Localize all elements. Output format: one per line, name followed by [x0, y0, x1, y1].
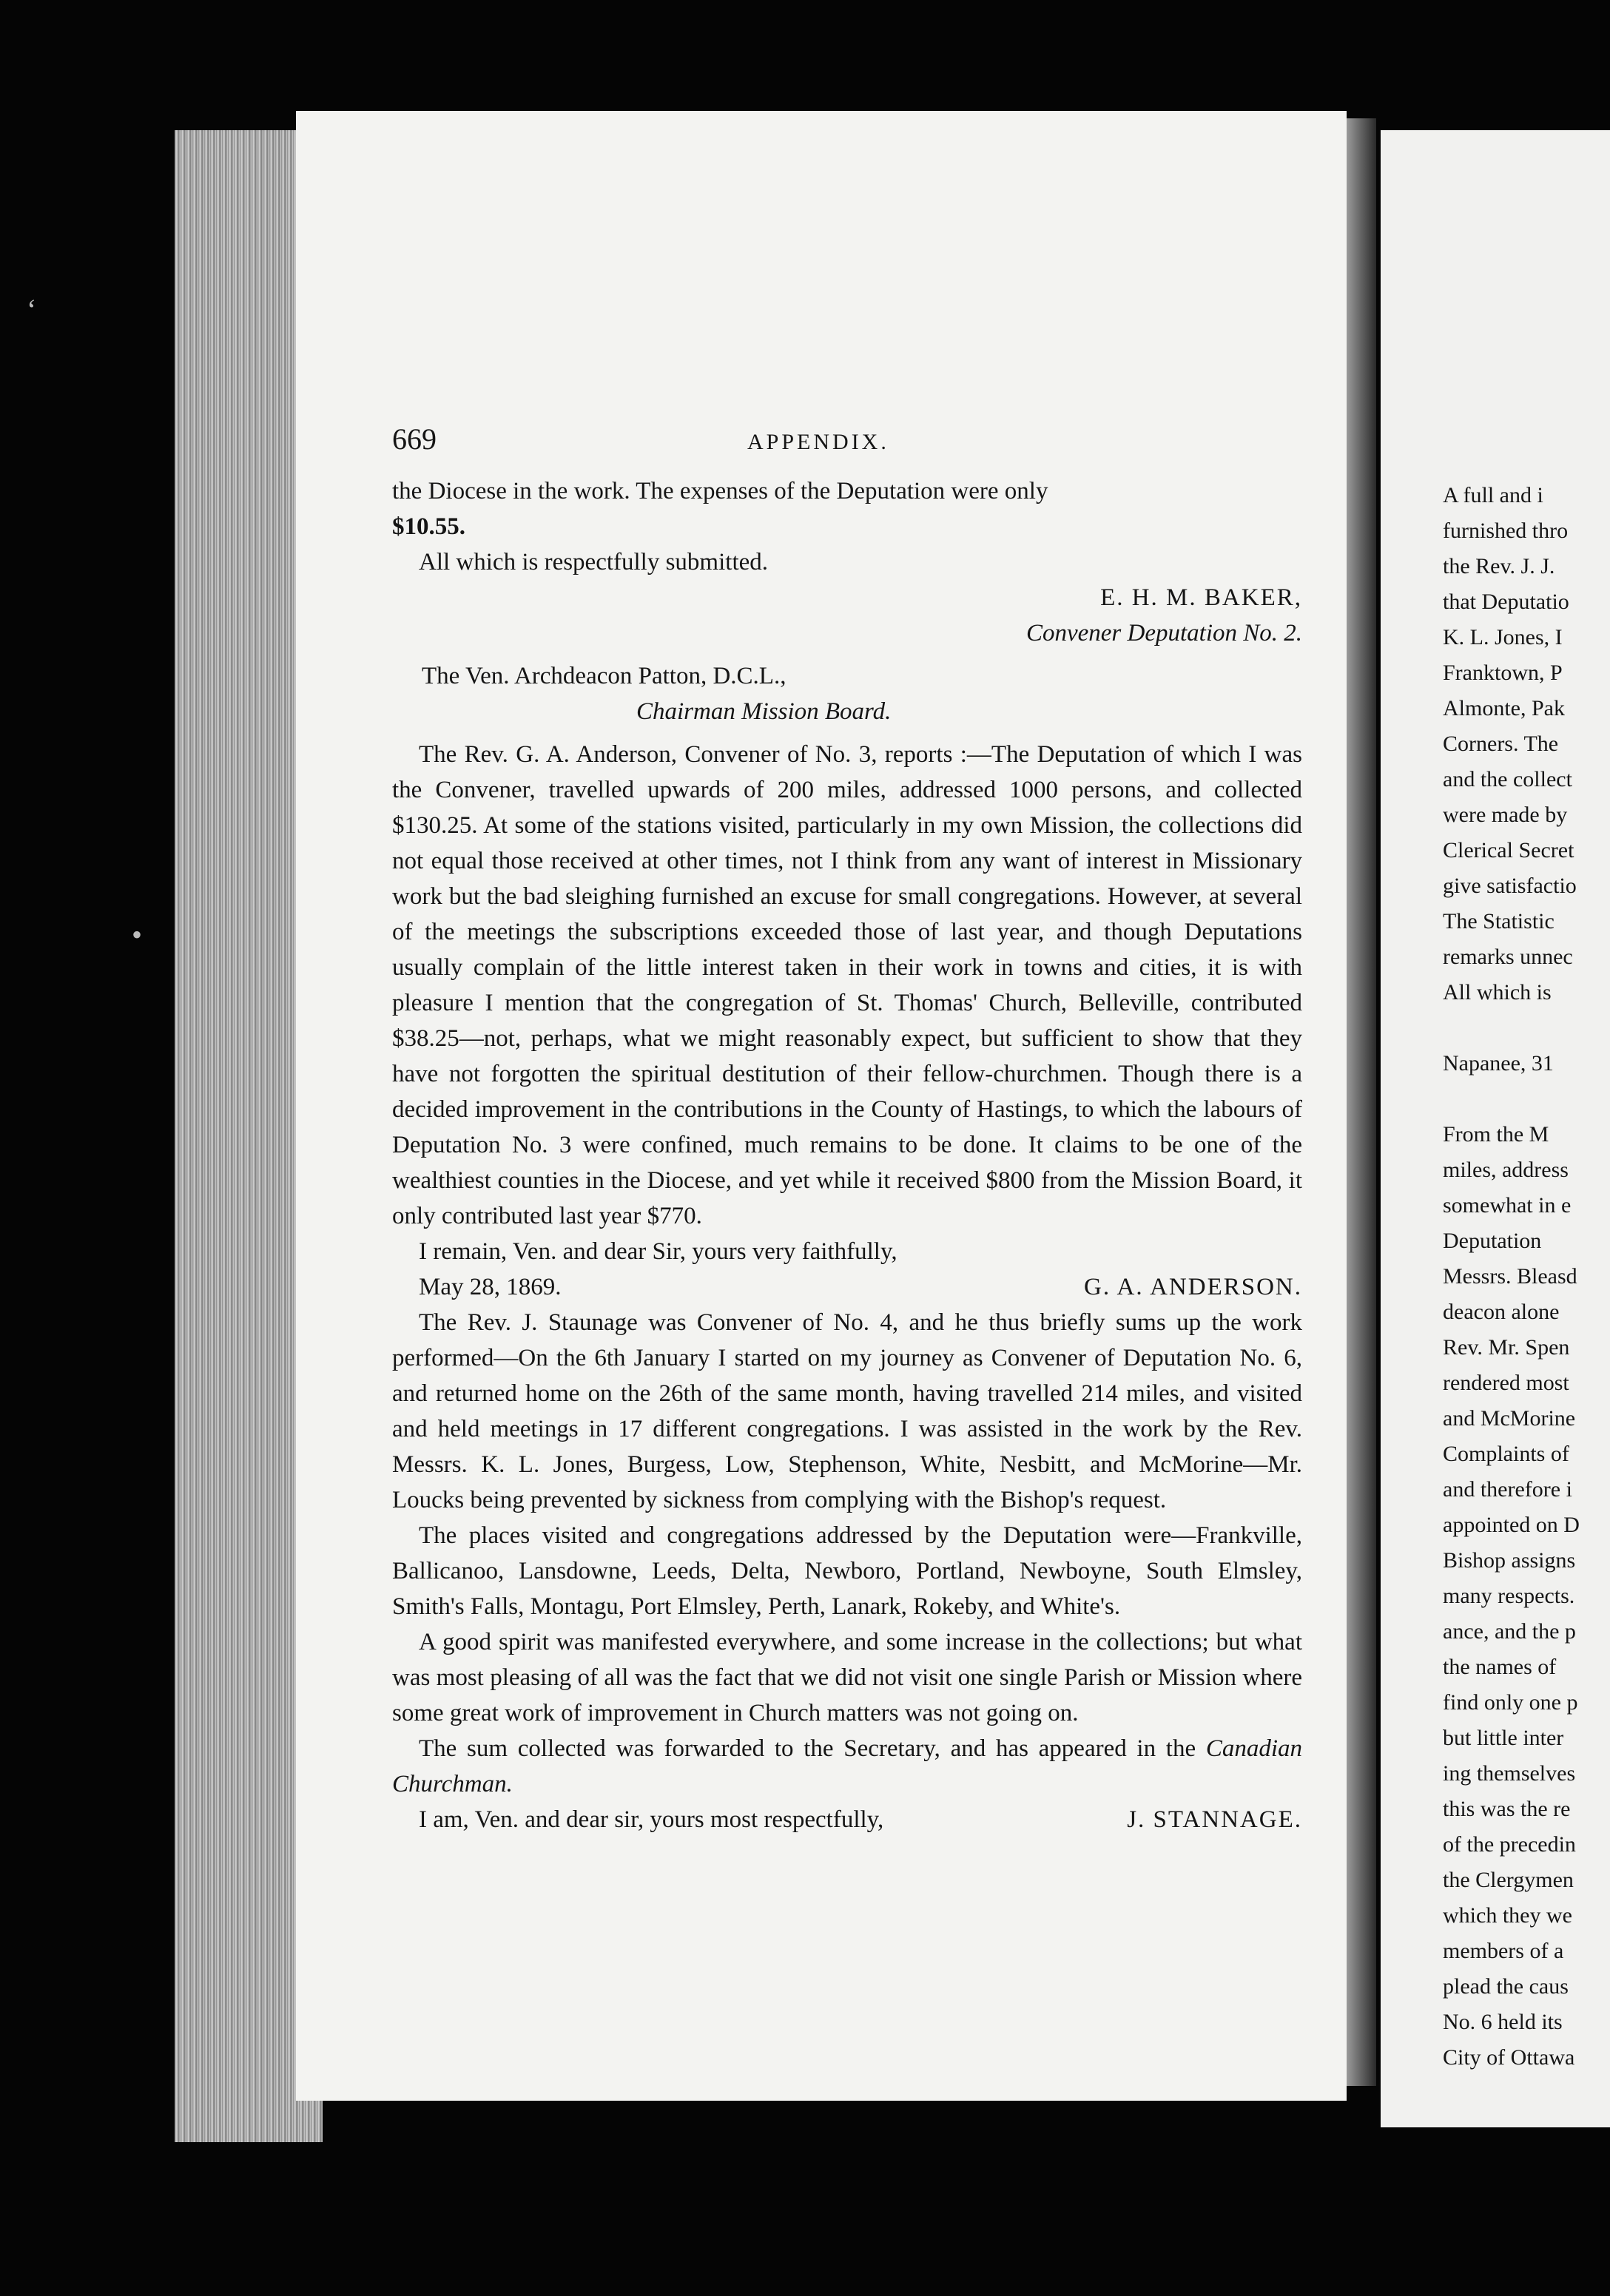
right-page-line: Clerical Secret: [1443, 838, 1574, 862]
paragraph-expenses: the Diocese in the work. The expenses of the Deputation were only $10.55.: [392, 478, 1048, 540]
right-page-line: [1443, 1010, 1610, 1046]
right-page-line: the Rev. J. J.: [1443, 554, 1555, 578]
submitted-line: All which is respectfully submitted.: [419, 549, 769, 575]
right-page-line: Almonte, Pak: [1443, 696, 1565, 720]
scan-speck: ʻ: [27, 293, 37, 326]
running-head: APPENDIX.: [747, 430, 889, 454]
right-page-line: Rev. Mr. Spen: [1443, 1335, 1570, 1360]
right-page-line: the Clergymen: [1443, 1868, 1574, 1892]
right-page-line: appointed on D: [1443, 1513, 1580, 1537]
paragraph-good-spirit: A good spirit was manifested everywhere, and some increase in the collections; but what was most pleasing of all was the fact that we did not visit one single Parish or Mission where some great work of improvement in Church matters was not going on.: [392, 1629, 1302, 1726]
right-page-line: [1443, 1081, 1610, 1117]
right-page-line: remarks unnec: [1443, 945, 1573, 969]
right-page-line: All which is: [1443, 980, 1552, 1004]
paragraph-sum-collected: The sum collected was forwarded to the Secretary, and has appeared in the Canadian Churchman.: [392, 1735, 1302, 1797]
right-page-line: furnished thro: [1443, 519, 1569, 543]
right-page-line: Napanee, 31: [1443, 1051, 1554, 1076]
paragraph-staunage-report: The Rev. J. Staunage was Convener of No. 4, and he thus briefly sums up the work performed—On the 6th January I started on my journey as Convener of Deputation No. 6, and returned home on the 26th of the same month, having travelled 214 miles, and visited and held meetings in 17 different congregations. I was assisted in the work by the Rev. Messrs. K. L. Jones, Burgess, Low, Stephenson, White, Nesbitt, and McMorine—Mr. Loucks being prevented by sickness from complying with the Bishop's request.: [392, 1309, 1302, 1513]
right-page-line: were made by: [1443, 803, 1568, 827]
right-page-line: ance, and the p: [1443, 1619, 1576, 1644]
page-number: 669: [392, 422, 437, 456]
closing-anderson: I remain, Ven. and dear Sir, yours very faithfully,: [419, 1238, 897, 1265]
signature-baker: E. H. M. BAKER,: [1100, 584, 1302, 611]
right-page-line: Complaints of: [1443, 1442, 1569, 1466]
right-page-line: A full and i: [1443, 483, 1543, 507]
right-page-text: [1443, 478, 1610, 2076]
signature-stannage: J. STANNAGE.: [1127, 1806, 1302, 1833]
right-page-line: Franktown, P: [1443, 661, 1563, 685]
address-line-1: The Ven. Archdeacon Patton, D.C.L.,: [422, 663, 787, 689]
right-page-line: and McMorine: [1443, 1406, 1576, 1431]
closing-stannage: I am, Ven. and dear sir, yours most respectfully,: [419, 1806, 884, 1833]
right-page-line: the names of: [1443, 1655, 1557, 1679]
book-gutter: [1347, 118, 1376, 2086]
right-page-line: Deputation: [1443, 1229, 1542, 1253]
right-page-line: Corners. The: [1443, 732, 1559, 756]
right-page: [1381, 130, 1610, 2127]
page-header: [392, 422, 1302, 473]
right-page-line: give satisfactio: [1443, 874, 1577, 898]
right-page-line: but little inter: [1443, 1726, 1564, 1750]
right-page-line: deacon alone: [1443, 1300, 1560, 1324]
paragraph-anderson-report: The Rev. G. A. Anderson, Convener of No. 3, reports :—The Deputation of which I was the Convener, travelled upwards of 200 miles, addressed 1000 persons, and collected $130.25. At some of the stations visited, particularly in my own Mission, the collections did not equal those received at other times, not I think from any want of interest in Missionary work but the bad sleighing furnished an excuse for small congregations. However, at several of the meetings the subscriptions exceeded those of last year, and though Deputations usually complain of the little interest taken in their work in towns and cities, it is with pleasure I mention that the congregation of St. Thomas' Church, Belleville, contributed $38.25—not, perhaps, what we might reasonably expect, but sufficient to show that they have not forgotten the spiritual destitution of their fellow-churchmen. Though there is a decided improvement in the contributions in the County of Hastings, to which the labours of Deputation No. 3 were confined, much remains to be done. It claims to be one of the wealthiest counties in the Diocese, and yet while it received $800 from the Mission Board, it only contributed last year $770.: [392, 741, 1302, 1229]
right-page-line: many respects.: [1443, 1584, 1575, 1608]
right-page-line: and therefore i: [1443, 1477, 1572, 1502]
right-page-line: No. 6 held its: [1443, 2010, 1563, 2034]
left-page-text: [392, 422, 1302, 1837]
right-page-line: members of a: [1443, 1939, 1564, 1963]
right-page-line: City of Ottawa: [1443, 2045, 1575, 2070]
address-line-2: Chairman Mission Board.: [636, 698, 892, 725]
letter-date: May 28, 1869.: [419, 1274, 562, 1300]
right-page-line: this was the re: [1443, 1797, 1571, 1821]
right-page-line: ing themselves: [1443, 1761, 1576, 1786]
right-page-line: K. L. Jones, I: [1443, 625, 1563, 649]
right-page-line: find only one p: [1443, 1690, 1578, 1715]
right-page-line: plead the caus: [1443, 1974, 1569, 1999]
signature-baker-role: Convener Deputation No. 2.: [1025, 620, 1302, 646]
right-page-line: From the M: [1443, 1122, 1549, 1147]
right-page-line: and the collect: [1443, 767, 1572, 791]
right-page-line: of the precedin: [1443, 1832, 1576, 1857]
right-page-line: rendered most: [1443, 1371, 1569, 1395]
closing-stannage-row: [392, 1802, 1302, 1837]
signature-anderson: G. A. ANDERSON.: [1084, 1274, 1302, 1300]
scan-speck: •: [132, 918, 143, 951]
right-page-line: that Deputatio: [1443, 590, 1569, 614]
right-page-line: miles, address: [1443, 1158, 1569, 1182]
right-page-line: The Statistic: [1443, 909, 1555, 933]
right-page-line: Messrs. Bleasd: [1443, 1264, 1577, 1289]
right-page-line: which they we: [1443, 1903, 1572, 1928]
right-page-line: Bishop assigns: [1443, 1548, 1576, 1573]
right-page-line: somewhat in e: [1443, 1193, 1572, 1218]
date-signature-row: [392, 1269, 1302, 1305]
paragraph-places-visited: The places visited and congregations addressed by the Deputation were—Frankville, Ballicanoo, Lansdowne, Leeds, Delta, Newboro, Portland, Newboyne, South Elmsley, Smith's Falls, Montagu, Port Elmsley, Perth, Lanark, Rokeby, and White's.: [392, 1522, 1302, 1620]
